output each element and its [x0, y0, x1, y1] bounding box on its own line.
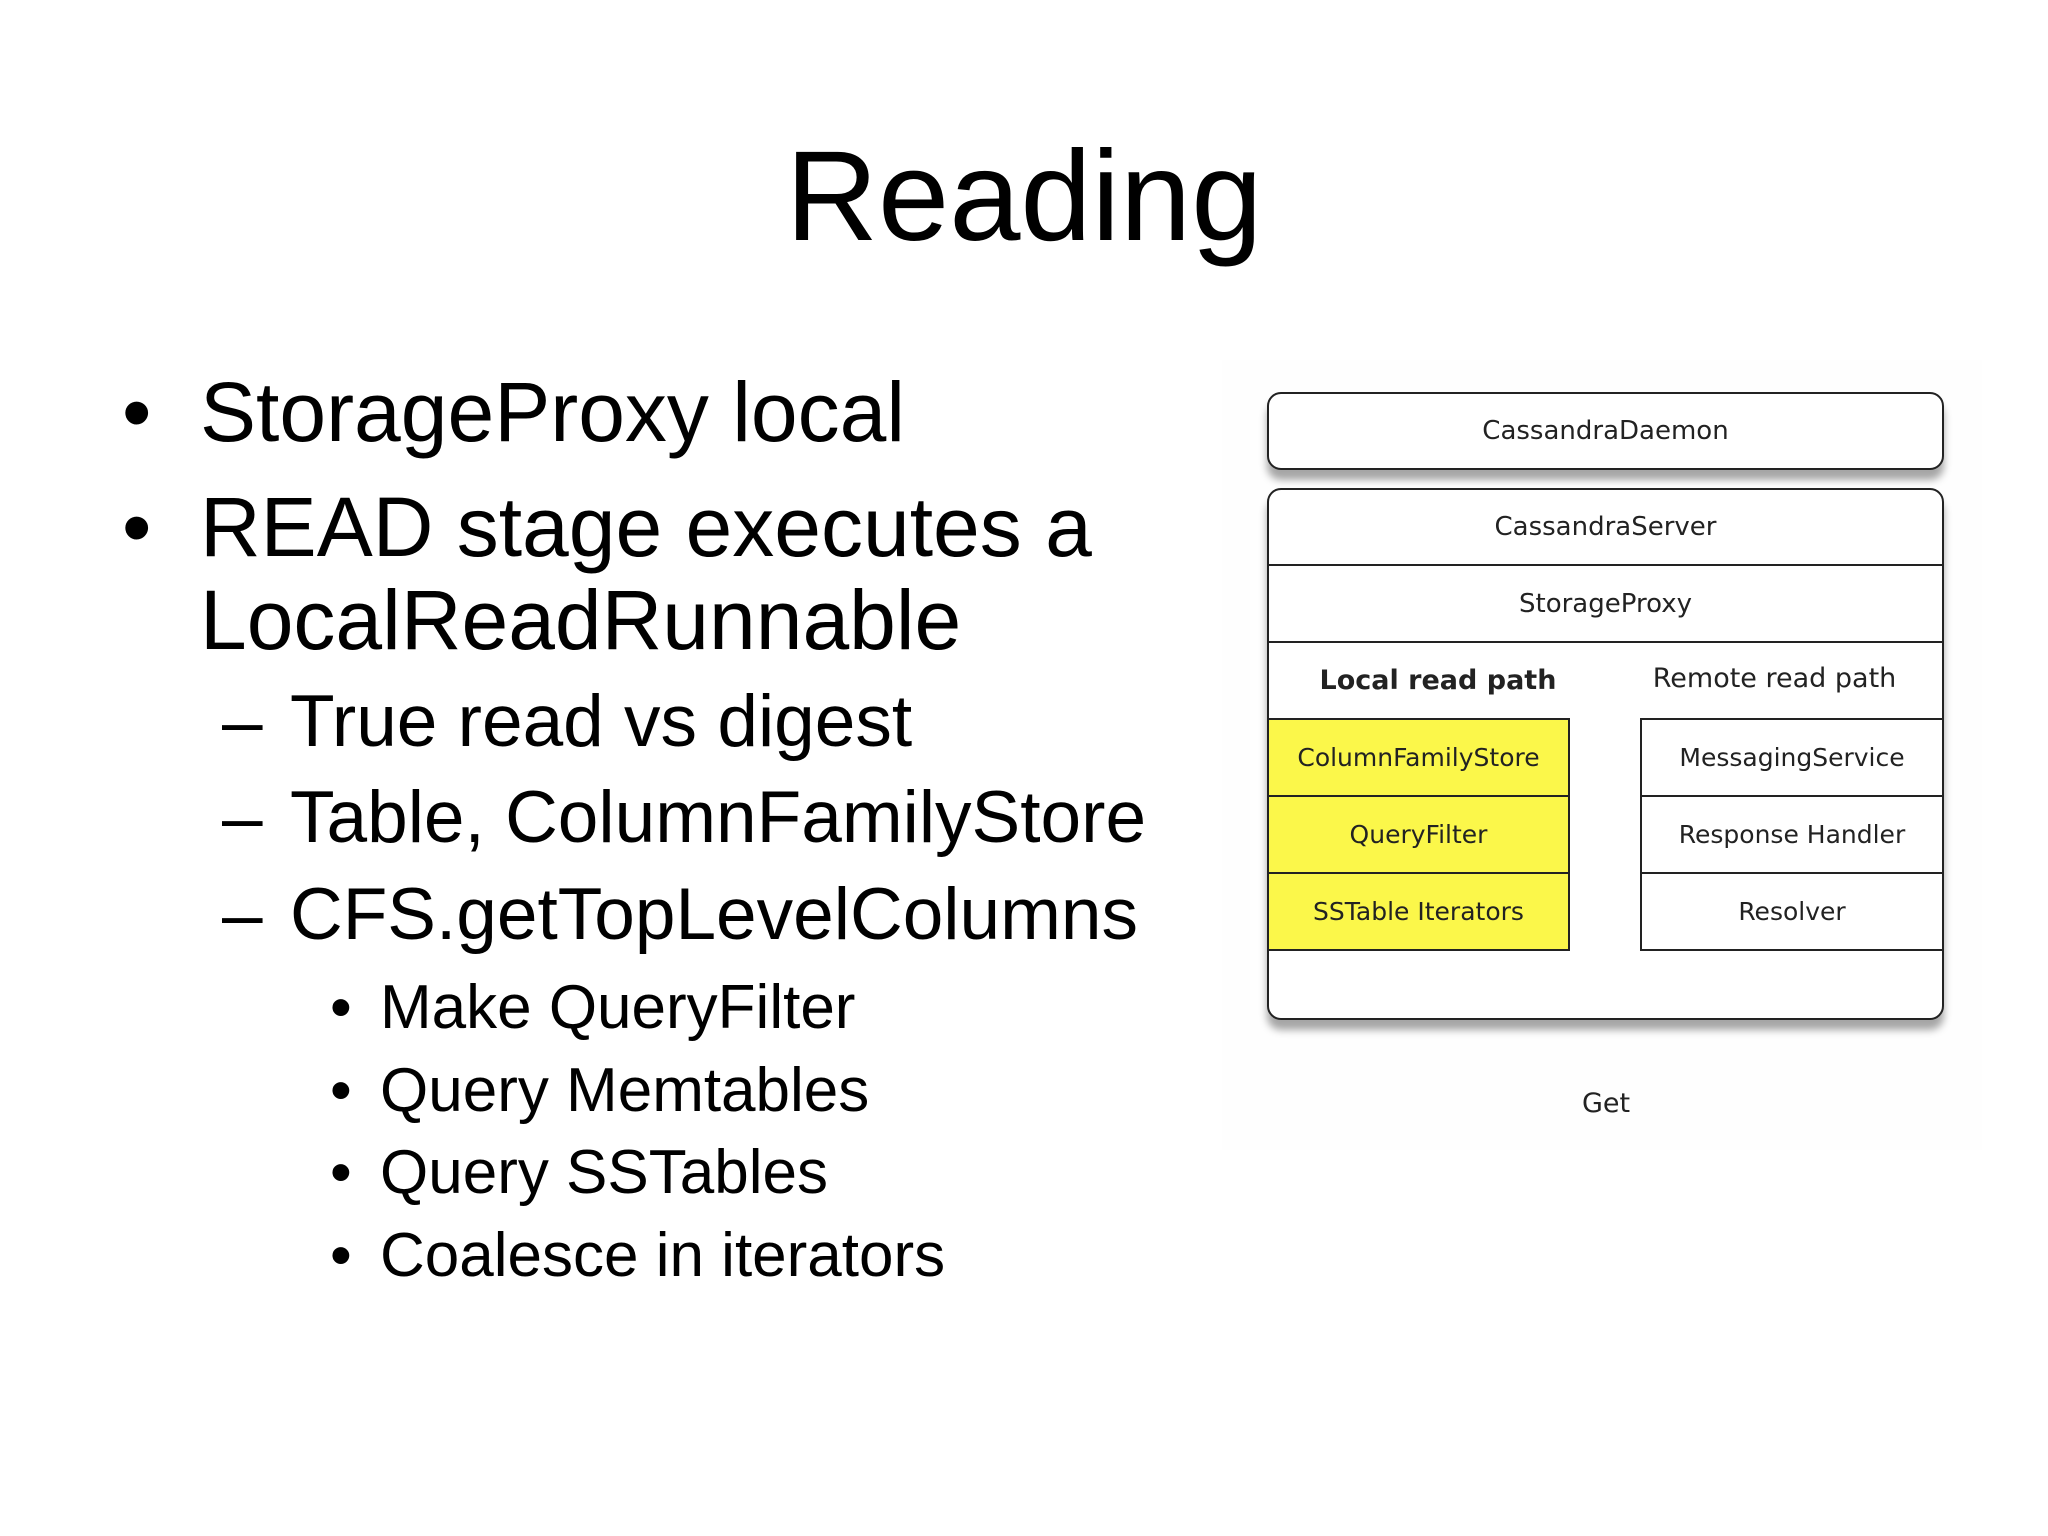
local-read-path-label: Local read path — [1319, 665, 1557, 696]
sub-sub-bullet-item — [330, 968, 856, 1048]
bullet-marker: • — [330, 973, 352, 1042]
dash-marker: – — [222, 874, 263, 955]
column-family-store-cell: ColumnFamilyStore — [1267, 718, 1570, 797]
sub-bullet-text: CFS.getTopLevelColumns — [290, 874, 1139, 955]
sub-sub-bullet-text: Make QueryFilter — [380, 973, 856, 1042]
sub-bullet-text: Table, ColumnFamilyStore — [290, 777, 1147, 858]
bullet-continuation — [200, 570, 961, 670]
cassandra-daemon-box: CassandraDaemon — [1267, 392, 1944, 470]
remote-read-path-label: Remote read path — [1652, 663, 1897, 694]
sub-sub-bullet-item — [330, 1216, 946, 1296]
sub-sub-bullet-text: Query Memtables — [380, 1056, 870, 1125]
response-handler-cell: Response Handler — [1640, 795, 1944, 874]
dash-marker: – — [222, 777, 263, 858]
sstable-iterators-cell: SSTable Iterators — [1267, 872, 1570, 951]
bullet-text: READ stage executes a — [200, 480, 1092, 574]
server-container — [1267, 488, 1944, 1020]
cassandra-server-row: CassandraServer — [1269, 490, 1942, 566]
query-filter-cell: QueryFilter — [1267, 795, 1570, 874]
sub-sub-bullet-item — [330, 1051, 870, 1131]
bullet-marker: • — [122, 480, 152, 574]
sub-bullet-item — [222, 773, 1147, 863]
messaging-service-cell: MessagingService — [1640, 718, 1944, 797]
bullet-marker: • — [330, 1221, 352, 1290]
bullet-text: StoragePro​xy local — [200, 365, 906, 459]
bullet-text: LocalReadRunnable — [200, 573, 962, 667]
bullet-marker: • — [122, 365, 152, 459]
architecture-diagram — [1222, 360, 1982, 1150]
sub-bullet-item — [222, 677, 913, 767]
sub-sub-bullet-text: Coalesce in iterators — [380, 1221, 946, 1290]
sub-bullet-item — [222, 870, 1139, 960]
dash-marker: – — [222, 681, 263, 762]
sub-sub-bullet-item — [330, 1133, 828, 1213]
storage-proxy-row: StorageProxy — [1269, 567, 1942, 643]
bullet-marker: • — [330, 1056, 352, 1125]
sub-bullet-text: True read vs digest — [290, 681, 913, 762]
bullet-item — [122, 362, 906, 462]
slide-title: Reading — [785, 125, 1263, 268]
bullet-item — [122, 477, 1092, 577]
bullet-marker: • — [330, 1138, 352, 1207]
resolver-cell: Resolver — [1640, 872, 1944, 951]
sub-sub-bullet-text: Query SSTables — [380, 1138, 828, 1207]
diagram-caption: Get — [1581, 1088, 1631, 1119]
